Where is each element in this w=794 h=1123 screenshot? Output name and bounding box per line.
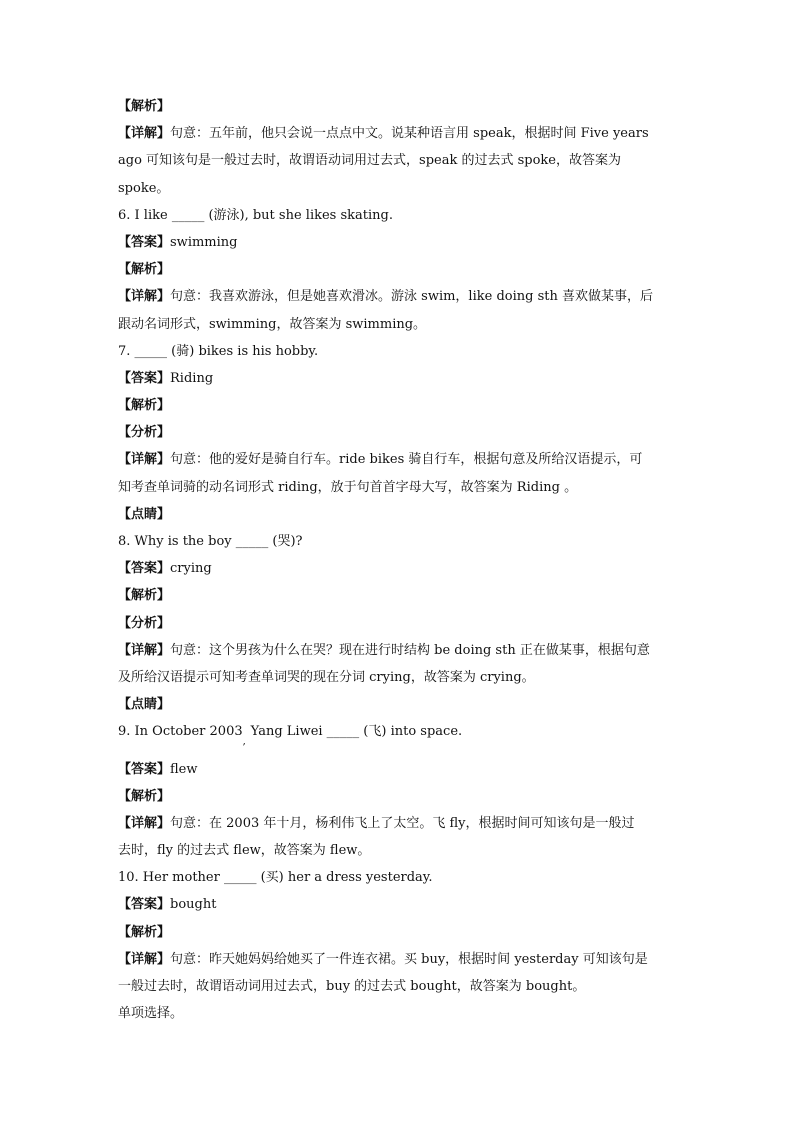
section-tag: 【详解】: [118, 126, 171, 142]
text-line: [118, 756, 674, 783]
section-tag: 【答案】: [118, 897, 171, 913]
text-line: [118, 229, 674, 256]
line-text: 知考查单词骑的动名词形式 riding，放于句首首字母大写，故答案为 Riding 。: [118, 479, 578, 495]
text-line: [118, 419, 674, 446]
text-line: [118, 637, 674, 664]
line-text: crying: [170, 561, 212, 577]
section-tag: 【解析】: [118, 788, 171, 804]
text-line: [118, 973, 674, 1000]
line-text: 8. Why is the boy _____ (哭)?: [118, 534, 303, 549]
text-line: [118, 501, 674, 528]
text-line: [118, 311, 674, 338]
text-line: [118, 528, 674, 555]
text-line: [118, 1000, 674, 1027]
punctuation-mark: ,: [242, 736, 246, 748]
text-line: [118, 691, 674, 718]
text-line: [118, 555, 674, 582]
spacer: [118, 746, 674, 756]
text-line: [118, 392, 674, 419]
section-tag: 【解析】: [118, 262, 171, 278]
text-line: [118, 810, 674, 837]
text-line: [118, 93, 674, 120]
line-text: 一般过去时，故谓语动词用过去式，buy 的过去式 bought，故答案为 bought。: [118, 979, 586, 994]
section-tag: 【详解】: [118, 642, 171, 658]
line-text: 句意：我喜欢游泳，但是她喜欢滑冰。游泳 swim，like doing sth 喜欢做某事，后: [170, 289, 653, 305]
text-line: [118, 610, 674, 637]
line-text: 9. In October 2003: [118, 724, 243, 740]
text-line: [118, 582, 674, 609]
section-tag: 【答案】: [118, 370, 171, 386]
line-text: 句意：五年前，他只会说一点点中文。说某种语言用 speak，根据时间 Five years: [170, 126, 649, 142]
document-page: [118, 93, 674, 1027]
line-text: 单项选择。: [118, 1006, 184, 1022]
line-text: flew: [170, 761, 198, 777]
section-tag: 【答案】: [118, 234, 171, 250]
text-line: [118, 474, 674, 501]
text-line: [118, 446, 674, 473]
line-text: 及所给汉语提示可知考查单词哭的现在分词 crying，故答案为 crying。: [118, 669, 535, 685]
text-line: [118, 783, 674, 810]
section-tag: 【解析】: [118, 924, 171, 940]
text-line: [118, 891, 674, 918]
text-line: [118, 120, 674, 147]
line-text: Riding: [170, 370, 214, 386]
text-line: [118, 175, 674, 202]
text-line: [118, 283, 674, 310]
section-tag: 【答案】: [118, 561, 171, 577]
line-text: bought: [170, 897, 217, 913]
section-tag: 【答案】: [118, 761, 171, 777]
text-line: [118, 202, 674, 229]
text-line: [118, 864, 674, 891]
text-line: [118, 718, 674, 748]
text-line: [118, 256, 674, 283]
line-text: 跟动名词形式，swimming，故答案为 swimming。: [118, 316, 427, 332]
text-line: [118, 919, 674, 946]
text-line: [118, 147, 674, 174]
section-tag: 【分析】: [118, 615, 171, 631]
line-text-continued: Yang Liwei _____ (飞) into space.: [250, 724, 463, 740]
section-tag: 【详解】: [118, 951, 171, 967]
section-tag: 【解析】: [118, 588, 171, 604]
text-line: [118, 837, 674, 864]
text-line: [118, 365, 674, 392]
line-text: swimming: [170, 234, 238, 250]
section-tag: 【分析】: [118, 425, 171, 441]
text-line: [118, 946, 674, 973]
line-text: 句意：在 2003 年十月，杨利伟飞上了太空。飞 fly，根据时间可知该句是一般过: [170, 815, 635, 831]
section-tag: 【点睛】: [118, 506, 171, 522]
section-tag: 【详解】: [118, 452, 171, 468]
line-text: 句意：昨天她妈妈给她买了一件连衣裙。买 buy，根据时间 yesterday 可知该句是: [170, 951, 648, 967]
line-text: ago 可知该句是一般过去时，故谓语动词用过去式，speak 的过去式 spoke，故答案为: [118, 153, 622, 169]
section-tag: 【详解】: [118, 289, 171, 305]
line-text: 6. I like _____ (游泳), but she likes skating.: [118, 207, 393, 223]
text-line: [118, 338, 674, 365]
line-text: 句意：这个男孩为什么在哭？现在进行时结构 be doing sth 正在做某事，根据句意: [170, 642, 650, 658]
line-text: spoke。: [118, 180, 170, 196]
section-tag: 【解析】: [118, 398, 171, 414]
line-text: 10. Her mother _____ (买) her a dress yesterday.: [118, 870, 433, 886]
section-tag: 【点睛】: [118, 697, 171, 713]
section-tag: 【详解】: [118, 815, 171, 831]
line-text: 句意：他的爱好是骑自行车。ride bikes 骑自行车，根据句意及所给汉语提示，可: [170, 452, 643, 468]
line-text: 7. _____ (骑) bikes is his hobby.: [118, 343, 319, 359]
text-line: [118, 664, 674, 691]
section-tag: 【解析】: [118, 99, 171, 114]
line-text: 去时，fly 的过去式 flew，故答案为 flew。: [118, 843, 371, 859]
